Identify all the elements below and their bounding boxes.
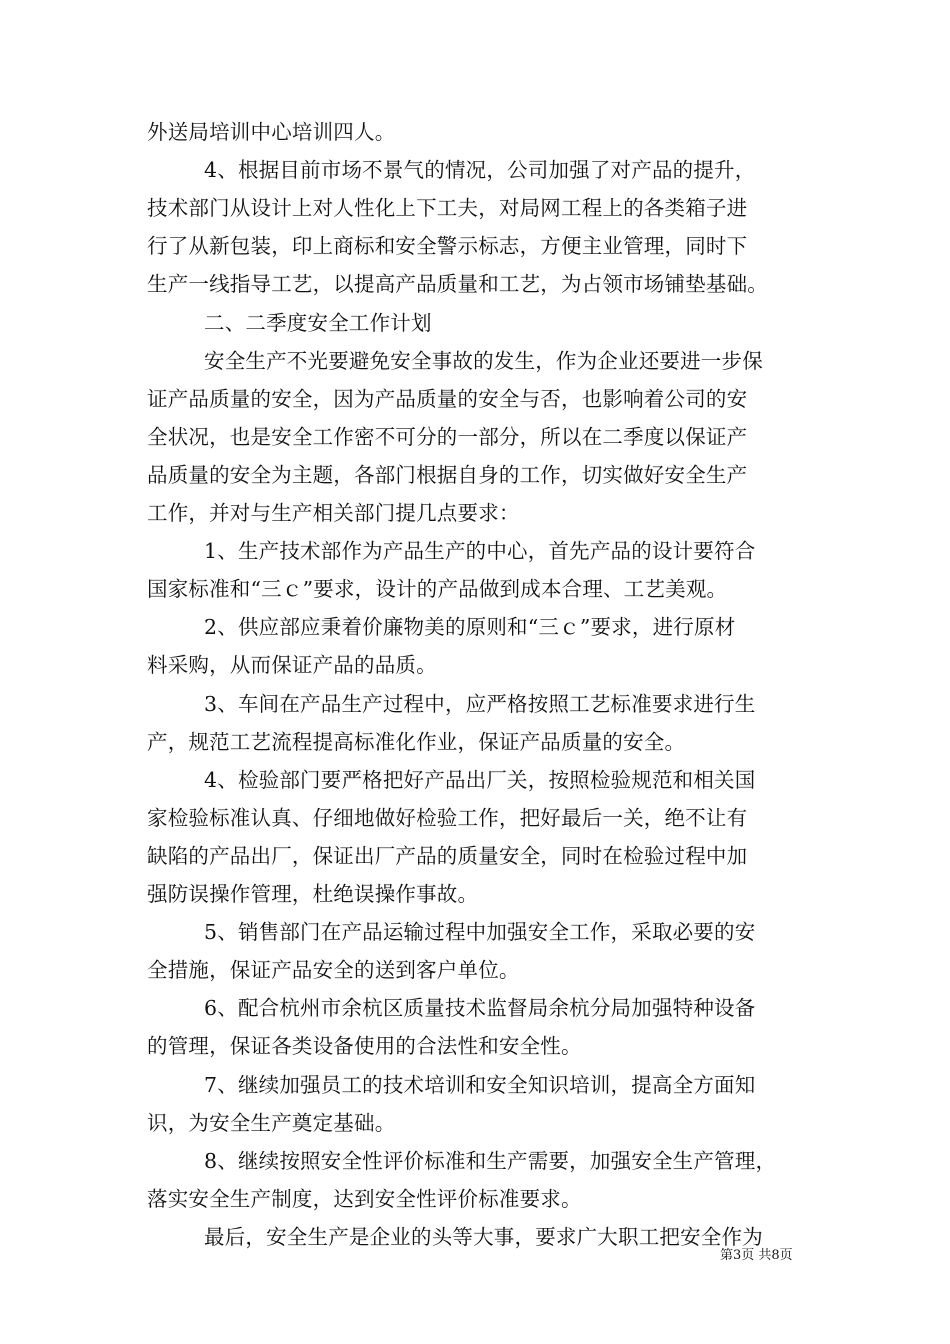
paragraph-line: 技术部门从设计上对人性化上下工夫，对局网工程上的各类箱子进 <box>147 196 748 221</box>
paragraph-line: 证产品质量的安全，因为产品质量的安全与否，也影响着公司的安 <box>147 386 748 411</box>
paragraph-line: 7、继续加强员工的技术培训和安全知识培训，提高全方面知 <box>204 1072 756 1097</box>
paragraph-line: 国家标准和“三ｃ”要求，设计的产品做到成本合理、工艺美观。 <box>147 577 728 602</box>
paragraph-line: 外送局培训中心培训四人。 <box>147 120 396 144</box>
paragraph-line: 全状况，也是安全工作密不可分的一部分，所以在二季度以保证产 <box>147 424 748 449</box>
paragraph-line: 5、销售部门在产品运输过程中加强安全工作，采取必要的安 <box>204 920 756 945</box>
paragraph-line: 生产一线指导工艺，以提高产品质量和工艺，为占领市场铺垫基础。 <box>147 272 768 297</box>
paragraph-line: 3、车间在产品生产过程中，应严格按照工艺标准要求进行生 <box>204 691 756 716</box>
paragraph-line: 落实安全生产制度，达到安全性评价标准要求。 <box>147 1186 582 1211</box>
paragraph-line: 识，为安全生产奠定基础。 <box>147 1110 396 1135</box>
paragraph-line: 家检验标准认真、仔细地做好检验工作，把好最后一关，绝不让有 <box>147 805 748 830</box>
section-heading: 二、二季度安全工作计划 <box>204 310 432 335</box>
paragraph-line: 料采购，从而保证产品的品质。 <box>147 653 437 678</box>
paragraph-line: 4、根据目前市场不景气的情况，公司加强了对产品的提升， <box>204 158 756 183</box>
paragraph-line: 强防误操作管理，杜绝误操作事故。 <box>147 882 479 906</box>
paragraph-line: 最后，安全生产是企业的头等大事，要求广大职工把安全作为 <box>204 1224 763 1249</box>
paragraph-line: 安全生产不光要避免安全事故的发生，作为企业还要进一步保 <box>204 348 763 373</box>
paragraph-line: 的管理，保证各类设备使用的合法性和安全性。 <box>147 1034 582 1059</box>
paragraph-line: 行了从新包装，印上商标和安全警示标志，方便主业管理，同时下 <box>147 234 748 259</box>
paragraph-line: 4、检验部门要严格把好产品出厂关，按照检验规范和相关国 <box>204 767 756 792</box>
paragraph-line: 全措施，保证产品安全的送到客户单位。 <box>147 958 520 983</box>
paragraph-line: 8、继续按照安全性评价标准和生产需要，加强安全生产管理， <box>204 1148 777 1173</box>
paragraph-line: 1、生产技术部作为产品生产的中心，首先产品的设计要符合 <box>204 539 756 564</box>
paragraph-line: 工作，并对与生产相关部门提几点要求： <box>147 501 520 525</box>
paragraph-line: 缺陷的产品出厂，保证出厂产品的质量安全，同时在检验过程中加 <box>147 843 748 868</box>
paragraph-line: 产，规范工艺流程提高标准化作业，保证产品质量的安全。 <box>147 729 686 754</box>
paragraph-line: 6、配合杭州市余杭区质量技术监督局余杭分局加强特种设备 <box>204 996 756 1021</box>
page-number: 第3页 共8页 <box>720 1248 793 1263</box>
paragraph-line: 品质量的安全为主题，各部门根据自身的工作，切实做好安全生产 <box>147 462 748 487</box>
paragraph-line: 2、供应部应秉着价廉物美的原则和“三ｃ”要求，进行原材 <box>204 615 736 640</box>
